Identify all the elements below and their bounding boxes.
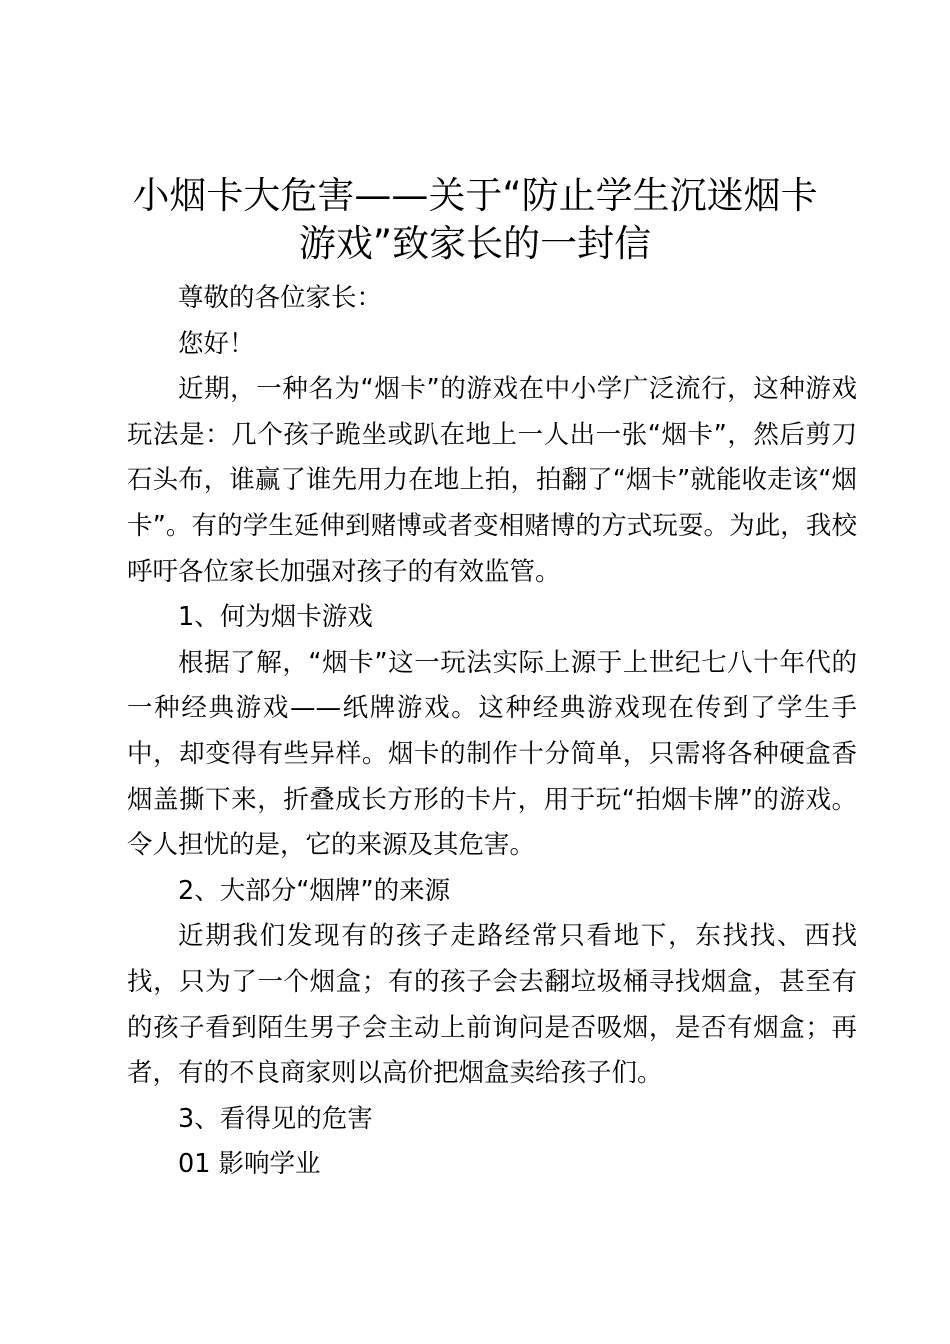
document-body <box>127 276 857 1188</box>
document-title: 小烟卡大危害——关于“防止学生沉迷烟卡游戏”致家长的一封信 <box>132 174 818 265</box>
salutation: 尊敬的各位家长： <box>178 283 383 313</box>
section-heading-3: 3、看得见的危害 <box>178 1103 373 1134</box>
paragraph-sources: 近期我们发现有的孩子走路经常只看地下，东找找、西找找，只为了一个烟盒；有的孩子会去翻垃圾桶寻找烟盒，甚至有的孩子看到陌生男子会主动上前询问是否吸烟，是否有烟盒；再者，有的不良商家则以高价把烟盒卖给孩子们。 <box>127 921 857 1089</box>
section-heading-2: 2、大部分“烟牌”的来源 <box>178 875 451 906</box>
paragraph-intro: 近期，一种名为“烟卡”的游戏在中小学广泛流行，这种游戏玩法是：几个孩子跪坐或趴在地上一人出一张“烟卡”，然后剪刀石头布，谁赢了谁先用力在地上拍，拍翻了“烟卡”就能收走该“烟卡”。有的学生延伸到赌博或者变相赌博的方式玩耍。为此，我校呼吁各位家长加强对孩子的有效监管。 <box>127 374 857 587</box>
subheading-01: 01 影响学业 <box>178 1149 321 1180</box>
greeting: 您好！ <box>178 328 255 359</box>
section-heading-1: 1、何为烟卡游戏 <box>178 602 373 633</box>
paragraph-origin: 根据了解，“烟卡”这一玩法实际上源于上世纪七八十年代的一种经典游戏——纸牌游戏。这种经典游戏现在传到了学生手中，却变得有些异样。烟卡的制作十分简单，只需将各种硬盒香烟盖撕下来，折叠成长方形的卡片，用于玩“拍烟卡牌”的游戏。令人担忧的是，它的来源及其危害。 <box>127 647 857 861</box>
